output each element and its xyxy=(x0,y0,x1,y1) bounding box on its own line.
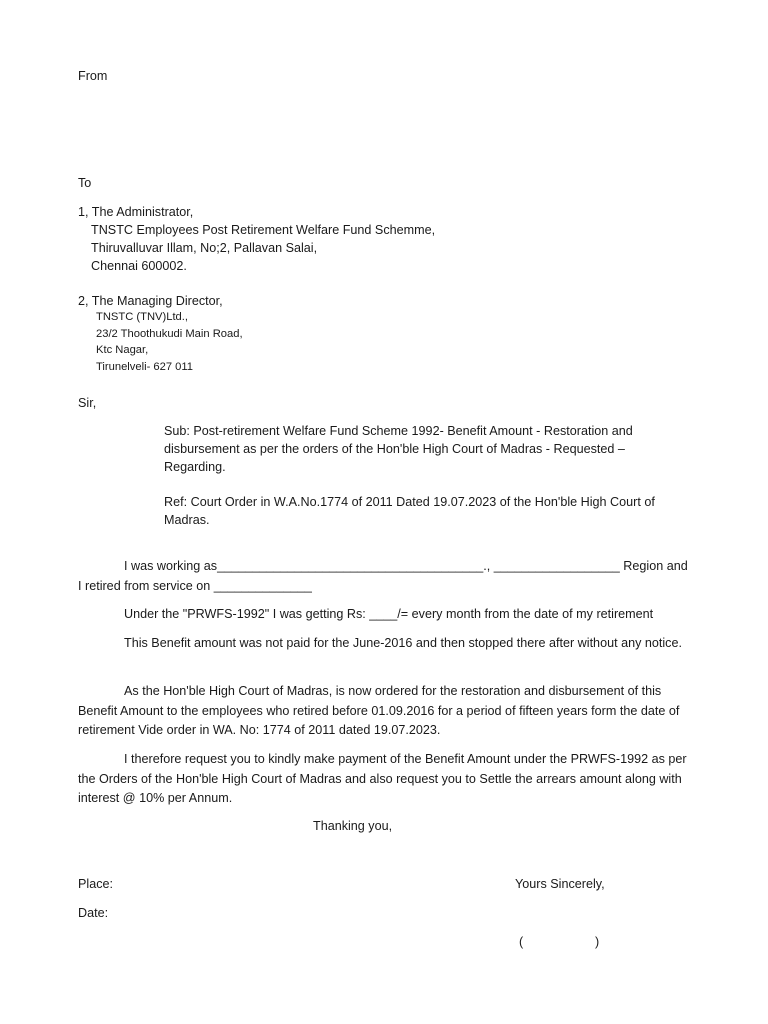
salutation: Sir, xyxy=(78,396,97,410)
recipient1-line2: TNSTC Employees Post Retirement Welfare Fund Schemme, xyxy=(91,223,436,237)
recipient2-line1: 2, The Managing Director, xyxy=(78,294,223,308)
subject-line: Sub: Post-retirement Welfare Fund Scheme 1992- Benefit Amount - Restoration and disbursement as per the orders of the Hon'ble High Court of Madras - Requested – Regarding. xyxy=(164,424,633,474)
reference-line: Ref: Court Order in W.A.No.1774 of 2011 Dated 19.07.2023 of the Hon'ble High Court of Madras. xyxy=(164,495,655,527)
recipient2-line2: TNSTC (TNV)Ltd., xyxy=(96,311,188,323)
date-label: Date: xyxy=(78,906,109,920)
recipient2-line5: Tirunelveli- 627 011 xyxy=(96,361,194,373)
recipient1-line3: Thiruvalluvar Illam, No;2, Pallavan Salai, xyxy=(91,241,318,255)
body-paragraph-4: As the Hon'ble High Court of Madras, is now ordered for the restoration and disbursement of this Benefit Amount to the employees who retired before 01.09.2016 for a period of fifteen years form the date of retirement Vide order in WA. No: 1774 of 2011 dated 19.07.2023. xyxy=(78,684,680,737)
body-paragraph-2: Under the "PRWFS-1992" I was getting Rs: ____/= every month from the date of my retirement xyxy=(124,607,654,621)
thanking-you: Thanking you, xyxy=(313,819,393,833)
recipient2-line4: Ktc Nagar, xyxy=(96,344,149,356)
to-label: To xyxy=(78,176,92,190)
closing-yours-sincerely: Yours Sincerely, xyxy=(515,877,605,891)
signature-close-paren: ) xyxy=(595,935,600,949)
recipient2-line3: 23/2 Thoothukudi Main Road, xyxy=(96,328,243,340)
recipient1-line1: 1, The Administrator, xyxy=(78,205,194,219)
body-paragraph-1: I was working as______________________________________., __________________ Region and I retired from service on ______________ xyxy=(78,559,688,593)
from-label: From xyxy=(78,69,108,83)
body-paragraph-5: I therefore request you to kindly make payment of the Benefit Amount under the PRWFS-1992 as per the Orders of the Hon'ble High Court of Madras and also request you to Settle the arrears amount along with interest @ 10% per Annum. xyxy=(78,752,687,805)
recipient1-line4: Chennai 600002. xyxy=(91,259,187,273)
place-label: Place: xyxy=(78,877,114,891)
signature-open-paren: ( xyxy=(519,935,524,949)
body-paragraph-3: This Benefit amount was not paid for the June-2016 and then stopped there after without any notice. xyxy=(124,636,682,650)
